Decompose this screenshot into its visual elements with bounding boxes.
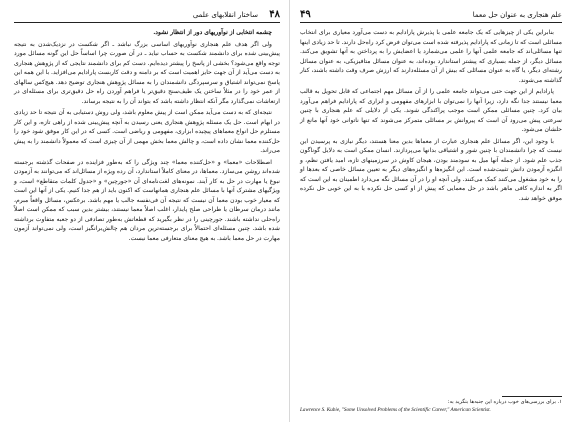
page-gutter: [289, 0, 290, 422]
paragraph: چشمه انتخابی از نوآوریهای دور از انتظار نشود.: [153, 29, 272, 36]
footnote-rule: [502, 396, 562, 397]
right-page-body: [300, 28, 562, 205]
paragraph: اصطلاحات «معما» و «حل‌کننده معما» چند ویژگی را که به‌طور فزاینده در صفحات گذشته برجسته شده‌اند روشن می‌سازد. معماها، در معنای کاملاً استاندارد، آن رده ویژه از مسائل‌اند که می‌توانند به آزمودن نبوغ یا مهارت در حل به کار آیند. نمونه‌های لغت‌نامه‌ای آن «جورچین» و «جدول کلمات متقاطع» است، و ویژگیهای مشترک آنها با مسائل علم هنجاری همانهاست که اکنون باید از هم جدا کنیم. یکی از آنها این است که معیار خوب بودن معما آن نیست که نتیجه آن فی‌نفسه جالب یا مهم باشد. برعکس، مسائل واقعاً مبرم، مانند درمان سرطان یا طراحی صلح پایدار، اغلب اصلاً معما نیستند، بیشتر بدین سبب که ممکن است اصلاً راه‌حلی نداشته باشند. جورچینی را در نظر بگیرید که قطعاتش به‌طور تصادفی از دو جعبه متفاوت برداشته شده باشد. چنین مسئله‌ای احتمالاً برای برجسته‌ترین مردان هم چالش‌برانگیز است، ولی نمی‌تواند آزمون مهارت در حل معما باشد. به هیچ معنای متعارفی معما نیست.: [14, 158, 280, 242]
paragraph: بنابراین یکی از چیزهایی که یک جامعه علمی با پذیرش پارادایم به دست می‌آورد معیاری برای انتخاب مسائلی است که تا زمانی که پارادایم پذیرفته شده است می‌توان فرض کرد راه‌حل دارند. تا حد زیادی اینها تنها مسائلی‌اند که جامعه علمی آنها را علمی می‌شمارد یا اعضایش را به پرداختن به آنها تشویق می‌کند. مسائل دیگر، از جمله بسیاری که پیشتر استاندارد بوده‌اند، به عنوان مسائل متافیزیکی، به عنوان مسائل رشته‌ای دیگر، یا گاه به عنوان مسائلی که بیش از آن مسئله‌دارند که ارزش صرف وقت داشته باشند، کنار گذاشته می‌شوند.: [300, 29, 562, 84]
paragraph: نتیجه‌ای که به دست می‌آید ممکن است از پیش معلوم باشد، ولی روش دستیابی به آن نتیجه تا حد زیادی در ابهام است. حل یک مسئله پژوهش هنجاری یعنی رسیدن به آنچه پیش‌بینی شده از راهی تازه، و این کار مستلزم حل انواع معماهای پیچیده ابزاری، مفهومی و ریاضی است. کسی که در این کار موفق شود خود را حل‌کننده معما نشان داده است، و چالش معما بخش مهمی از آن چیزی است که معمولاً دانشمند را به پیش می‌راند.: [14, 109, 280, 154]
right-page-header: [300, 10, 562, 23]
running-head: علم هنجاری به عنوان حل معما: [472, 11, 562, 19]
paragraph: ولی اگر هدف علم هنجاری نوآوریهای اساسی بزرگ نباشد ـ اگر شکست در نزدیک‌شدن به نتیجه پیش‌بینی شده برای دانشمند شکست به حساب نیاید ـ در آن صورت چرا اساساً حل این گونه مسائل مورد توجه واقع می‌شود؟ بخشی از پاسخ را پیشتر دیده‌ایم. دست کم برای دانشمند نتایجی که از پژوهش هنجاری به دست می‌آید از آن جهت حایز اهمیت است که بر دامنه و دقت کاربست پارادایم می‌افزاید. با این همه این پاسخ نمی‌تواند اشتیاق و سرسپردگی دانشمندان را به مسائل پژوهش هنجاری توضیح دهد. هیچ‌کس سالهای از عمر خود را در مثلاً ساختن یک طیف‌سنج دقیق‌تر یا فراهم آوردن راه حل دقیق‌تری برای مسئله‌ای در ارتعاشات نمی‌گذارد مگر آنکه انتظار داشته باشد که بتواند آن را به نتیجه برساند.: [14, 40, 280, 105]
left-page: [14, 0, 280, 422]
right-page: [300, 0, 562, 422]
running-head: ساختار انقلابهای علمی: [192, 11, 258, 19]
left-page-body: [14, 28, 280, 245]
page-number: ۴۹: [300, 9, 311, 20]
paragraph: پارادایم از این جهت حتی می‌تواند جامعه علمی را از آن مسائل مهم اجتماعی که قابل تحویل به قالب معما نیستند جدا نگه دارد، زیرا آنها را نمی‌توان با ابزارهای مفهومی و ابزاری که پارادایم فراهم می‌آورد بیان کرد. چنین مسائلی ممکن است موجب پراکندگی شوند. یکی از دلایلی که علم هنجاری با چنین سرعتی پیش می‌رود آن است که پیروانش بر مسائلی متمرکز می‌شوند که تنها ناتوانی خود آنها مانع از حلشان می‌شود.: [300, 88, 562, 133]
paragraph: با وجود این، اگر مسائل علم هنجاری عبارت از معماها بدین معنا هستند، دیگر نیازی به پرسیدن این نیست که چرا دانشمندان با چنین شور و اشتیاقی بدانها می‌پردازند. انسان ممکن است به دلایل گوناگون جذب علم شود. از جمله آنها میل به سودمند بودن، هیجان کاوش در سرزمینهای تازه، امید یافتن نظم، و انگیزه آزمودن دانش تثبیت‌شده است. این انگیزه‌ها و انگیزه‌های دیگر به تعیین مسائل خاصی که بعدها او را به خود مشغول می‌کنند کمک می‌کنند. ولی آنچه او را در آن مسائل نگه می‌دارد اطمینان به این است که اگر به اندازه کافی ماهر باشد در حل معمایی که پیش از او کسی حل نکرده یا به این خوبی حل نکرده موفق خواهد شد.: [300, 137, 562, 202]
left-page-header: [14, 10, 280, 23]
page-number: ۴۸: [269, 9, 280, 20]
footnote-citation: Lawrence S. Kubie, "Some Unsolved Problems of the Scientific Career," American Scientist.: [300, 406, 491, 413]
footnotes: [300, 396, 562, 414]
footnote: ۱. برای بررسی‌های خوب درباره این جنبه‌ها بنگرید به:: [447, 399, 562, 405]
